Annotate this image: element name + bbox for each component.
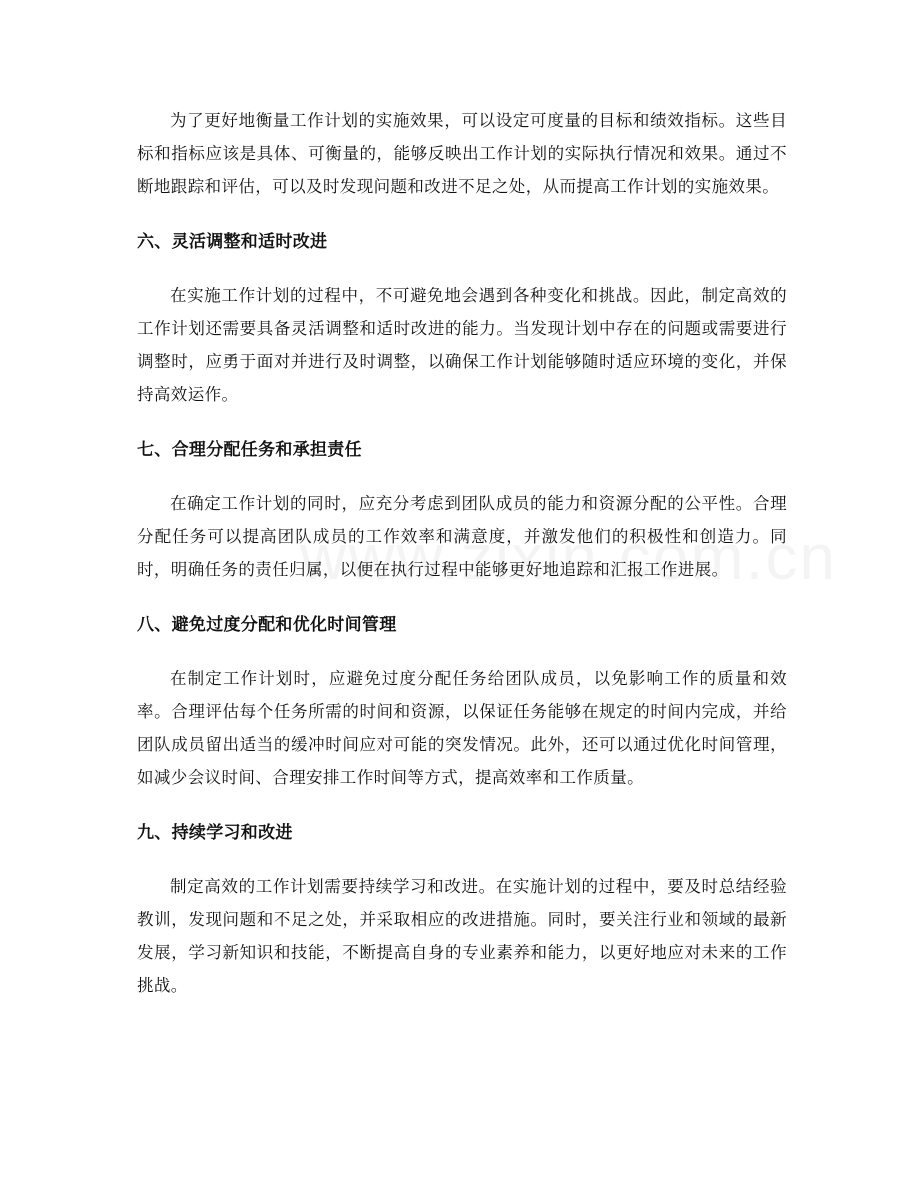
paragraph-intro: 为了更好地衡量工作计划的实施效果，可以设定可度量的目标和绩效指标。这些目标和指标应该是具体、可衡量的，能够反映出工作计划的实际执行情况和效果。通过不断地跟踪和评估，可以及时发现问题和改进不足之处，从而提高工作计划的实施效果。 (137, 111, 787, 196)
paragraph-section-6: 在实施工作计划的过程中，不可避免地会遇到各种变化和挑战。因此，制定高效的工作计划还需要具备灵活调整和适时改进的能力。当发现计划中存在的问题或需要进行调整时，应勇于面对并进行及时调整，以确保工作计划能够随时适应环境的变化，并保持高效运作。 (137, 286, 787, 404)
paragraph-section-8: 在制定工作计划时，应避免过度分配任务给团队成员，以免影响工作的质量和效率。合理评估每个任务所需的时间和资源，以保证任务能够在规定的时间内完成，并给团队成员留出适当的缓冲时间应对可能的突发情况。此外，还可以通过优化时间管理，如减少会议时间、合理安排工作时间等方式，提高效率和工作质量。 (137, 669, 787, 787)
section-heading-9: 九、持续学习和改进 (137, 823, 293, 843)
section-heading-7: 七、合理分配任务和承担责任 (137, 440, 362, 460)
section-heading-8: 八、避免过度分配和优化时间管理 (137, 615, 397, 635)
paragraph-section-9: 制定高效的工作计划需要持续学习和改进。在实施计划的过程中，要及时总结经验教训，发现问题和不足之处，并采取相应的改进措施。同时，要关注行业和领域的最新发展，学习新知识和技能，不断提高自身的专业素养和能力，以更好地应对未来的工作挑战。 (137, 877, 787, 995)
document-body (137, 104, 787, 1002)
section-heading-6: 六、灵活调整和适时改进 (137, 232, 328, 252)
paragraph-section-7: 在确定工作计划的同时，应充分考虑到团队成员的能力和资源分配的公平性。合理分配任务可以提高团队成员的工作效率和满意度，并激发他们的积极性和创造力。同时，明确任务的责任归属，以便在执行过程中能够更好地追踪和汇报工作进展。 (137, 494, 787, 579)
